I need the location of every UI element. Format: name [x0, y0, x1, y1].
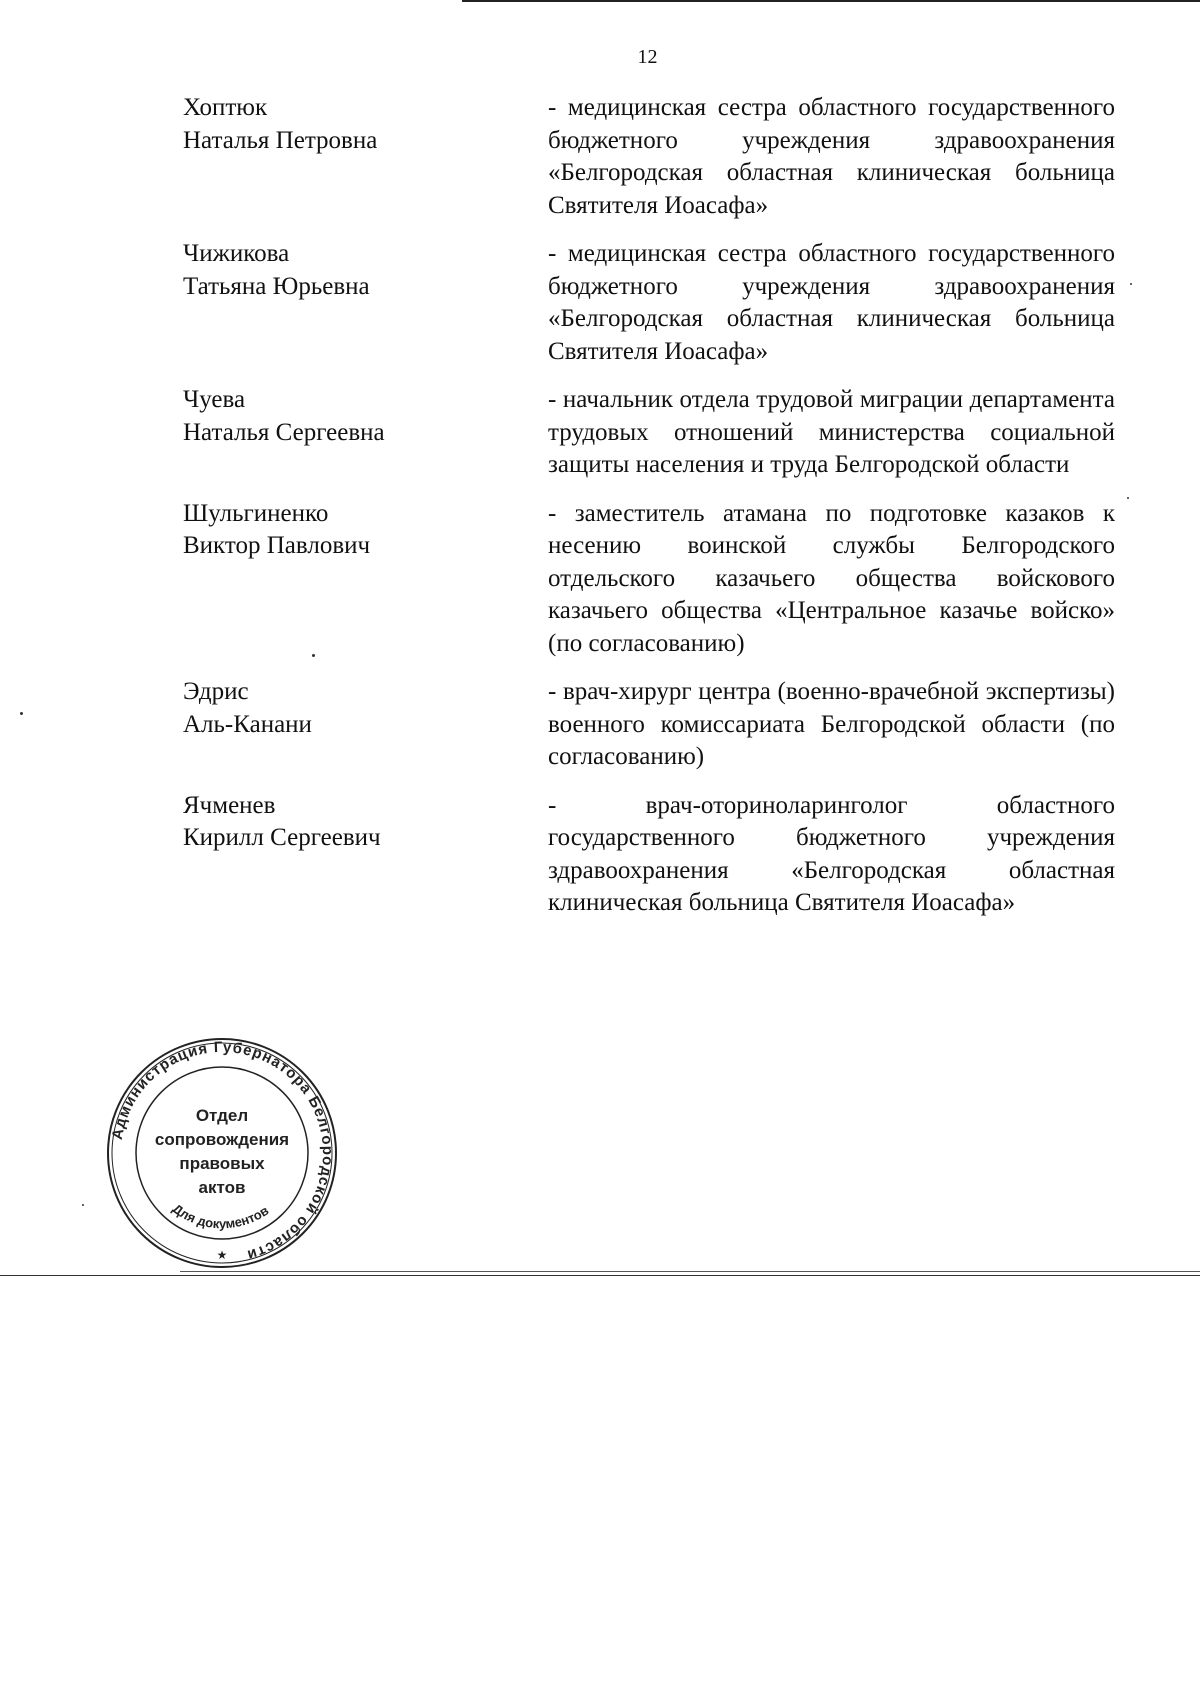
stamp-star-icon: ★ — [216, 1248, 228, 1262]
surname: Эдрис — [183, 678, 249, 705]
stamp-inner-text: Для документов — [169, 1200, 272, 1232]
bottom-rule — [0, 1275, 1200, 1276]
scan-speck — [82, 1204, 84, 1206]
given-name: Наталья Петровна — [183, 126, 378, 154]
person-name — [183, 238, 513, 368]
stamp-outer-text: Администрация Губернатора Белгородской области — [108, 1038, 337, 1264]
scan-speck — [312, 654, 315, 657]
list-item — [183, 498, 1115, 661]
given-name: Наталья Сергеевна — [183, 418, 385, 446]
list-item — [183, 92, 1115, 222]
scan-speck — [20, 712, 23, 715]
surname: Хоптюк — [183, 94, 268, 121]
given-name: Кирилл Сергеевич — [183, 824, 381, 851]
bottom-rule-secondary — [180, 1271, 1200, 1272]
stamp-inner-ring — [136, 1067, 308, 1239]
position-description: - медицинская сестра областного государственного бюджетного учреждения здравоохранения «Белгородская областная клиническая больница Святителя Иоасафа» — [548, 94, 1115, 219]
official-stamp — [106, 1037, 338, 1269]
page-number: 12 — [637, 46, 658, 68]
stamp-line-4: актов — [198, 1178, 246, 1197]
scan-speck — [1127, 497, 1129, 499]
member-list — [183, 92, 1115, 936]
stamp-line-2: сопровождения — [154, 1130, 290, 1149]
position-description: - медицинская сестра областного государственного бюджетного учреждения здравоохранения «Белгородская областная клиническая больница Святителя Иоасафа» — [548, 240, 1115, 365]
list-item — [183, 790, 1115, 920]
stamp-line-3: правовых — [179, 1154, 265, 1173]
person-name — [183, 384, 513, 482]
position-description: - врач-хирург центра (военно-врачебной экспертизы) военного комиссариата Белгородской области (по согласованию) — [548, 678, 1115, 770]
surname: Ячменев — [183, 791, 276, 819]
list-item — [183, 384, 1115, 482]
scan-speck — [1130, 283, 1132, 285]
list-item — [183, 676, 1115, 774]
position-description: - начальник отдела трудовой миграции департамента трудовых отношений министерства социальной защиты населения и труда Белгородской области — [548, 386, 1115, 478]
list-item — [183, 238, 1115, 368]
person-name — [183, 790, 513, 920]
stamp-line-1: Отдел — [195, 1106, 249, 1125]
person-name — [183, 92, 513, 222]
person-name — [183, 676, 513, 774]
position-description: - заместитель атамана по подготовке казаков к несению воинской службы Белгородского отдельского казачьего общества войскового казачьего общества «Центральное казачье войско» (по согласованию) — [548, 499, 1115, 657]
person-name — [183, 498, 513, 661]
surname: Шульгиненко — [183, 499, 329, 527]
given-name: Аль-Канани — [183, 710, 312, 738]
top-rule — [462, 0, 1200, 2]
surname: Чуева — [183, 386, 246, 413]
given-name: Виктор Павлович — [183, 532, 371, 559]
surname: Чижикова — [183, 240, 290, 267]
position-description: - врач-оториноларинголог областного государственного бюджетного учреждения здравоохранения «Белгородская областная клиническая больница Святителя Иоасафа» — [548, 791, 1115, 916]
given-name: Татьяна Юрьевна — [183, 272, 370, 300]
